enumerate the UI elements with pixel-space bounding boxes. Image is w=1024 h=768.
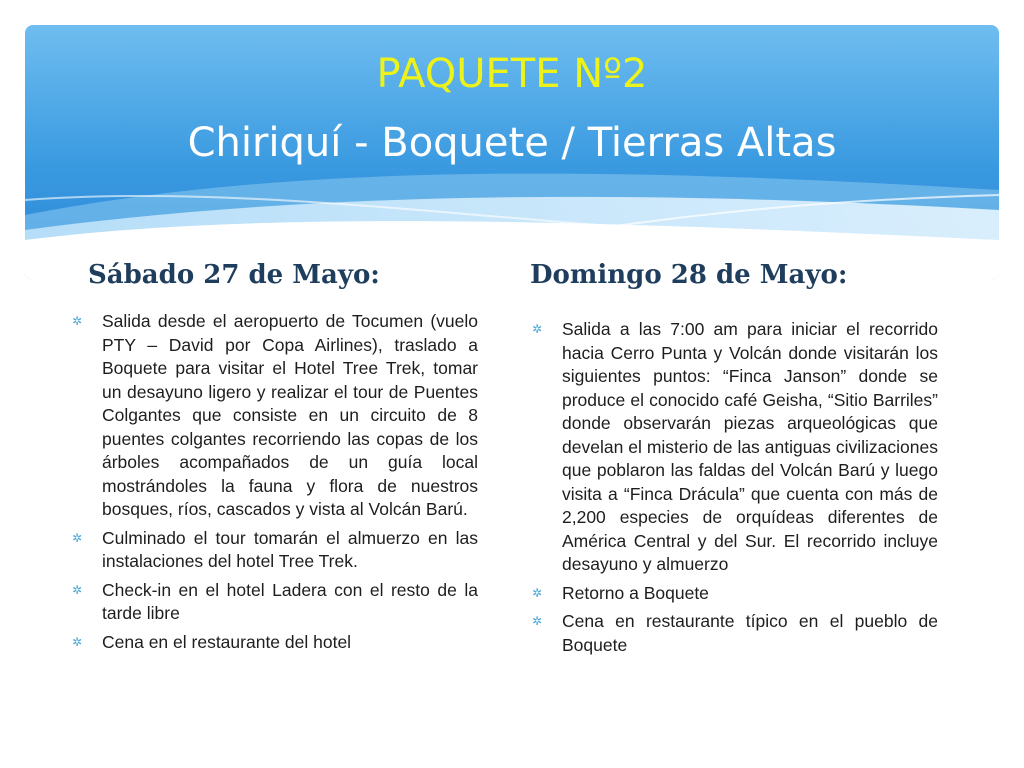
asterisk-bullet-icon: ✲	[532, 585, 543, 600]
saturday-itinerary-list	[70, 310, 478, 659]
asterisk-bullet-icon: ✲	[532, 322, 543, 336]
sunday-heading: Domingo 28 de Mayo:	[530, 260, 848, 290]
asterisk-bullet-icon: ✲	[72, 634, 83, 649]
list-item	[530, 318, 938, 577]
list-item	[70, 310, 478, 522]
list-item	[70, 579, 478, 626]
saturday-heading: Sábado 27 de Mayo:	[88, 260, 380, 290]
sunday-itinerary-list	[530, 318, 938, 662]
asterisk-bullet-icon: ✲	[72, 582, 83, 597]
list-item	[70, 527, 478, 574]
asterisk-bullet-icon: ✲	[532, 614, 543, 628]
list-item	[530, 582, 938, 606]
slide-subtitle: Chiriquí - Boquete / Tierras Altas	[187, 120, 837, 166]
list-item-text: Salida a las 7:00 am para iniciar el recorrido hacia Cerro Punta y Volcán donde visitarán los siguientes puntos: “Finca Janson” donde se produce el conocido café Geisha, “Sitio Barriles” donde observarán piezas arqueológicas que develan el misterio de las antiguas civilizaciones que poblaron las faldas del Volcán Barú y luego visita a “Finca Drácula” que cuenta con más de 2,200 especies de orquídeas diferentes de América Central y del Sur. El recorrido incluye desayuno y almuerzo	[562, 319, 938, 574]
list-item-text: Cena en restaurante típico en el pueblo de Boquete	[562, 611, 938, 655]
list-item-text: Culminado el tour tomarán el almuerzo en las instalaciones del hotel Tree Trek.	[102, 527, 478, 571]
asterisk-bullet-icon: ✲	[72, 314, 83, 328]
list-item-text: Retorno a Boquete	[562, 582, 709, 603]
list-item-text: Cena en el restaurante del hotel	[102, 631, 352, 652]
list-item	[530, 610, 938, 657]
slide-title: PAQUETE Nº2	[376, 51, 648, 97]
list-item-text: Check-in en el hotel Ladera con el resto de la tarde libre	[102, 579, 478, 623]
list-item	[70, 631, 478, 655]
asterisk-bullet-icon: ✲	[72, 530, 83, 545]
list-item-text: Salida desde el aeropuerto de Tocumen (vuelo PTY – David por Copa Airlines), traslado a Boquete para visitar el Hotel Tree Trek, tomar un desayuno ligero y realizar el tour de Puentes Colgantes que consiste en un circuito de 8 puentes colgantes recorriendo las copas de los árboles acompañados de un guía local mostrándoles la fauna y flora de nuestros bosques, ríos, cascados y vista al Volcán Barú.	[102, 311, 478, 519]
